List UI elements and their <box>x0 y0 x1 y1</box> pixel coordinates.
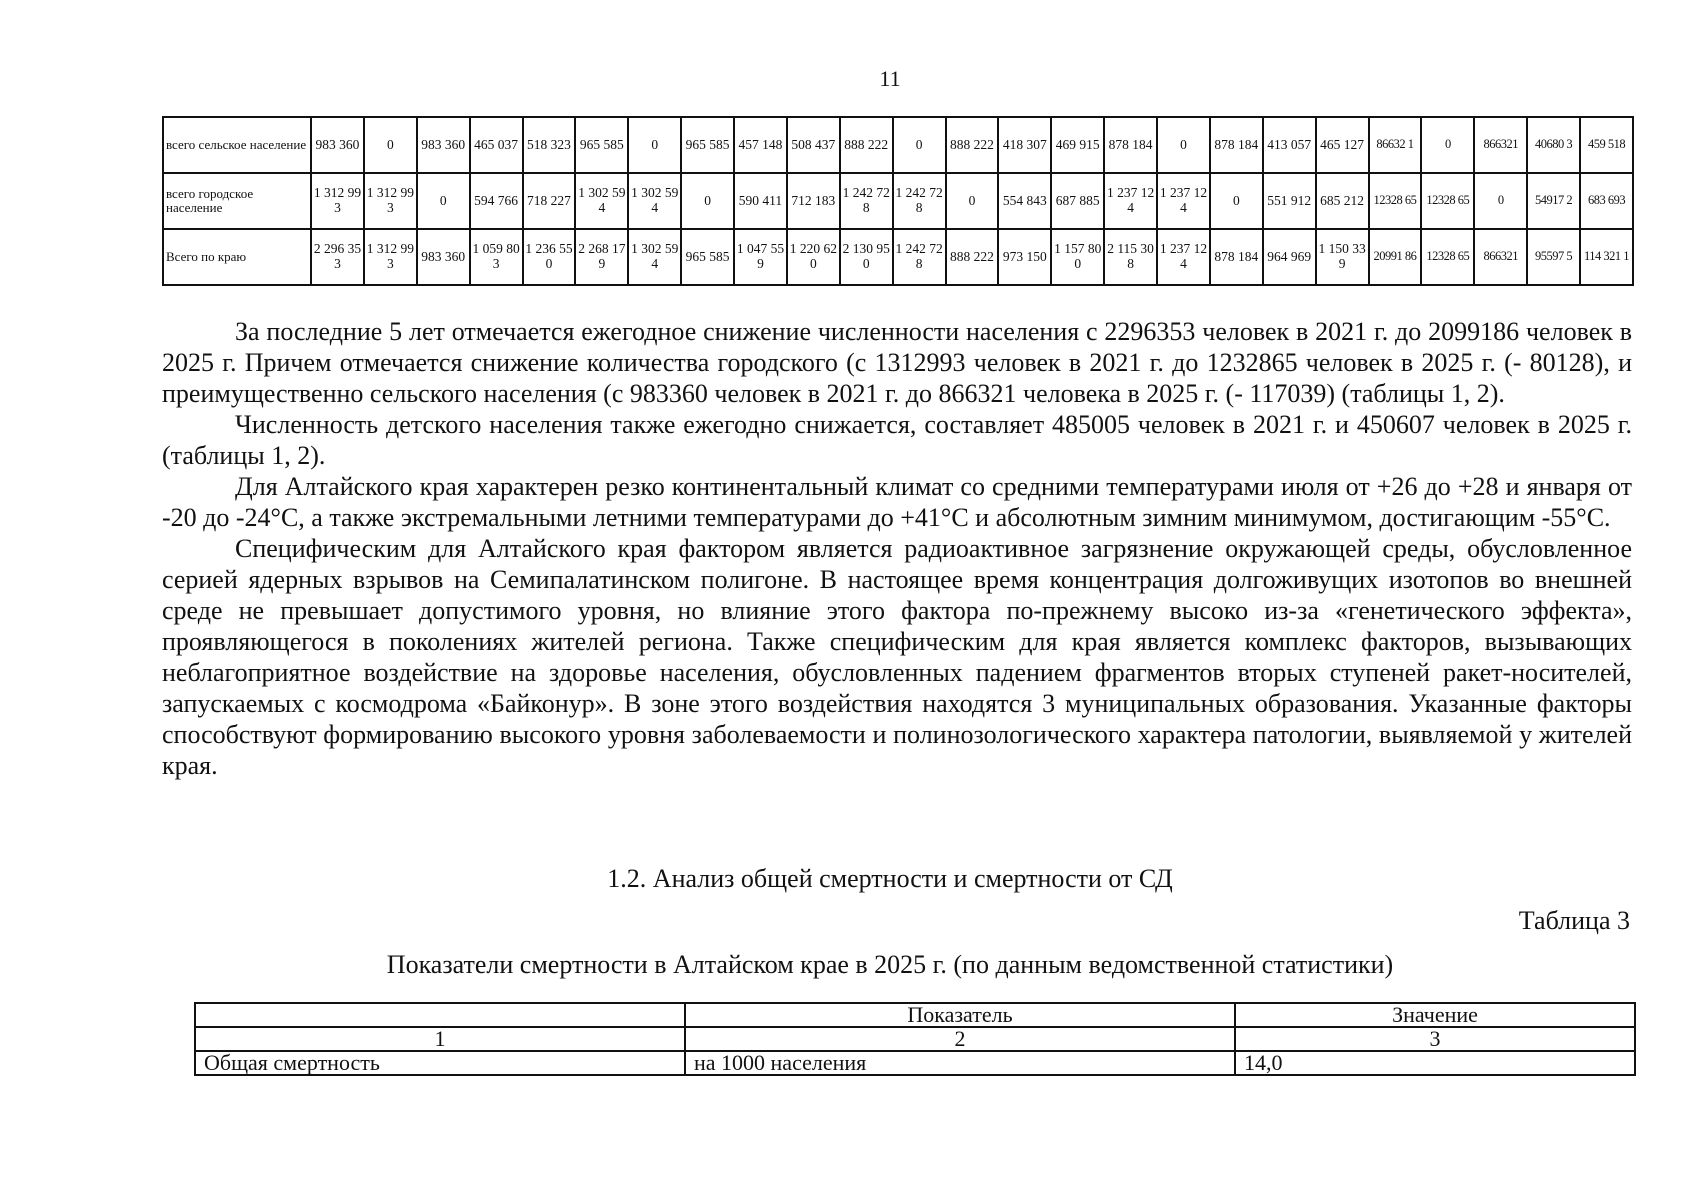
table-cell: 1 312 993 <box>311 173 364 229</box>
table-cell: 0 <box>681 173 734 229</box>
paragraph-child-population: Численность детского населения также ежегодно снижается, составляет 485005 человек в 2021 г. и 450607 человек в 2025 г. (таблицы 1, 2). <box>162 410 1632 470</box>
population-table <box>162 116 1634 286</box>
table-cell: 712 183 <box>787 173 840 229</box>
table-cell: 554 843 <box>998 173 1051 229</box>
table-cell: 14,0 <box>1235 1051 1635 1075</box>
table-row <box>163 173 1633 229</box>
table-cell: 1 312 993 <box>364 173 417 229</box>
table-cell: 1 242 728 <box>893 229 946 285</box>
header-cell <box>195 1003 685 1027</box>
table-cell: 114 321 1 <box>1580 229 1633 285</box>
table-cell: 1 059 803 <box>470 229 523 285</box>
table-cell: 983 360 <box>311 117 364 173</box>
table-cell: 20991 86 <box>1369 229 1422 285</box>
table-cell: 12328 65 <box>1421 229 1474 285</box>
table-cell: 878 184 <box>1210 229 1263 285</box>
table-cell: 0 <box>417 173 470 229</box>
table-cell: на 1000 населения <box>685 1051 1235 1075</box>
table-row <box>163 117 1633 173</box>
mortality-numbering-row <box>195 1027 1635 1051</box>
table-cell: 0 <box>893 117 946 173</box>
table-cell: 0 <box>1210 173 1263 229</box>
numbering-cell: 3 <box>1235 1027 1635 1051</box>
mortality-table <box>194 1002 1636 1076</box>
table-cell: 508 437 <box>787 117 840 173</box>
paragraph-climate: Для Алтайского края характерен резко континентальный климат со средними температурами июля от +26 до +28 и января от -20 до -24°С, а также экстремальными летними температурами до +41°С и абсолютным зимним минимумом, достигающим -55°С. <box>162 472 1632 532</box>
table-cell: 878 184 <box>1104 117 1157 173</box>
numbering-cell: 2 <box>685 1027 1235 1051</box>
paragraph-specific-factors: Специфическим для Алтайского края фактором является радиоактивное загрязнение окружающей среды, обусловленное серией ядерных взрывов на Семипалатинском полигоне. В настоящее время концентрация долгоживущих изотопов во внешней среде не превышает допустимого уровня, но влияние этого фактора по-прежнему высоко из-за «генетического эффекта», проявляющегося в поколениях жителей региона. Также специфическим для края является комплекс факторов, вызывающих неблагоприятное воздействие на здоровье населения, обусловленных падением фрагментов вторых ступеней ракет-носителей, запускаемых с космодрома «Байконур». В зоне этого воздействия находятся 3 муниципальных образования. Указанные факторы способствуют формированию высокого уровня заболеваемости и полинозологического характера патологии, выявляемой у жителей края. <box>162 534 1632 780</box>
table-cell: 95597 5 <box>1527 229 1580 285</box>
table-cell: 594 766 <box>470 173 523 229</box>
table-cell: 1 312 993 <box>364 229 417 285</box>
table-cell: 54917 2 <box>1527 173 1580 229</box>
table-title: Показатели смертности в Алтайском крае в 2025 г. (по данным ведомственной статистики) <box>386 950 1394 979</box>
table-cell: 413 057 <box>1263 117 1316 173</box>
table-cell: 2 130 950 <box>840 229 893 285</box>
table-cell: 1 302 594 <box>628 173 681 229</box>
table-cell: 964 969 <box>1263 229 1316 285</box>
paragraph-population-decline: За последние 5 лет отмечается ежегодное снижение численности населения с 2296353 человек в 2021 г. до 2099186 человек в 2025 г. Причем отмечается снижение количества городского (с 1312993 человек в 2021 г. до 1232865 человек в 2025 г. (- 80128), и преимущественно сельского населения (с 983360 человек в 2021 г. до 866321 человека в 2025 г. (- 117039) (таблицы 1, 2). <box>162 317 1632 408</box>
table-row <box>195 1051 1635 1075</box>
row-label: всего городское население <box>163 173 311 229</box>
table-cell: 459 518 <box>1580 117 1633 173</box>
table-cell: 866321 <box>1474 117 1527 173</box>
numbering-cell: 1 <box>195 1027 685 1051</box>
table-cell: 866321 <box>1474 229 1527 285</box>
table-cell: 518 323 <box>523 117 576 173</box>
table-cell: 1 237 124 <box>1157 173 1210 229</box>
table-cell: 465 127 <box>1316 117 1369 173</box>
table-cell: 0 <box>1157 117 1210 173</box>
table-cell: 888 222 <box>840 117 893 173</box>
table-cell: 965 585 <box>575 117 628 173</box>
row-label: Всего по краю <box>163 229 311 285</box>
table-cell: 983 360 <box>417 117 470 173</box>
table-cell: Общая смертность <box>195 1051 685 1075</box>
table-cell: 86632 1 <box>1369 117 1422 173</box>
table-cell: 888 222 <box>946 229 999 285</box>
table-cell: 1 242 728 <box>840 173 893 229</box>
table-cell: 1 302 594 <box>628 229 681 285</box>
table-cell: 418 307 <box>998 117 1051 173</box>
table-cell: 878 184 <box>1210 117 1263 173</box>
table-cell: 1 242 728 <box>893 173 946 229</box>
table-cell: 1 047 559 <box>734 229 787 285</box>
table-cell: 983 360 <box>417 229 470 285</box>
table-cell: 2 115 308 <box>1104 229 1157 285</box>
table-cell: 1 220 620 <box>787 229 840 285</box>
header-cell: Значение <box>1235 1003 1635 1027</box>
table-cell: 0 <box>628 117 681 173</box>
table-row <box>163 229 1633 285</box>
table-cell: 973 150 <box>998 229 1051 285</box>
table-cell: 1 237 124 <box>1157 229 1210 285</box>
table-cell: 2 296 353 <box>311 229 364 285</box>
table-cell: 1 237 124 <box>1104 173 1157 229</box>
body-text <box>162 316 1632 781</box>
table-cell: 0 <box>946 173 999 229</box>
table-cell: 551 912 <box>1263 173 1316 229</box>
table-cell: 590 411 <box>734 173 787 229</box>
table-cell: 2 268 179 <box>575 229 628 285</box>
table-cell: 0 <box>1421 117 1474 173</box>
table-cell: 1 236 550 <box>523 229 576 285</box>
table-cell: 965 585 <box>681 229 734 285</box>
table-cell: 465 037 <box>470 117 523 173</box>
table-cell: 12328 65 <box>1421 173 1474 229</box>
mortality-header-row <box>195 1003 1635 1027</box>
table-cell: 888 222 <box>946 117 999 173</box>
table-cell: 457 148 <box>734 117 787 173</box>
section-title: 1.2. Анализ общей смертности и смертности от СД <box>607 864 1173 893</box>
table-cell: 1 150 339 <box>1316 229 1369 285</box>
table-cell: 683 693 <box>1580 173 1633 229</box>
header-cell: Показатель <box>685 1003 1235 1027</box>
table-caption: Таблица 3 <box>1518 906 1630 935</box>
page-number: 11 <box>879 66 901 91</box>
table-cell: 965 585 <box>681 117 734 173</box>
table-cell: 469 915 <box>1051 117 1104 173</box>
table-cell: 687 885 <box>1051 173 1104 229</box>
table-cell: 718 227 <box>523 173 576 229</box>
table-cell: 0 <box>1474 173 1527 229</box>
table-cell: 1 302 594 <box>575 173 628 229</box>
table-cell: 1 157 800 <box>1051 229 1104 285</box>
table-cell: 685 212 <box>1316 173 1369 229</box>
table-cell: 0 <box>364 117 417 173</box>
table-cell: 12328 65 <box>1369 173 1422 229</box>
table-cell: 40680 3 <box>1527 117 1580 173</box>
row-label: всего сельское население <box>163 117 311 173</box>
